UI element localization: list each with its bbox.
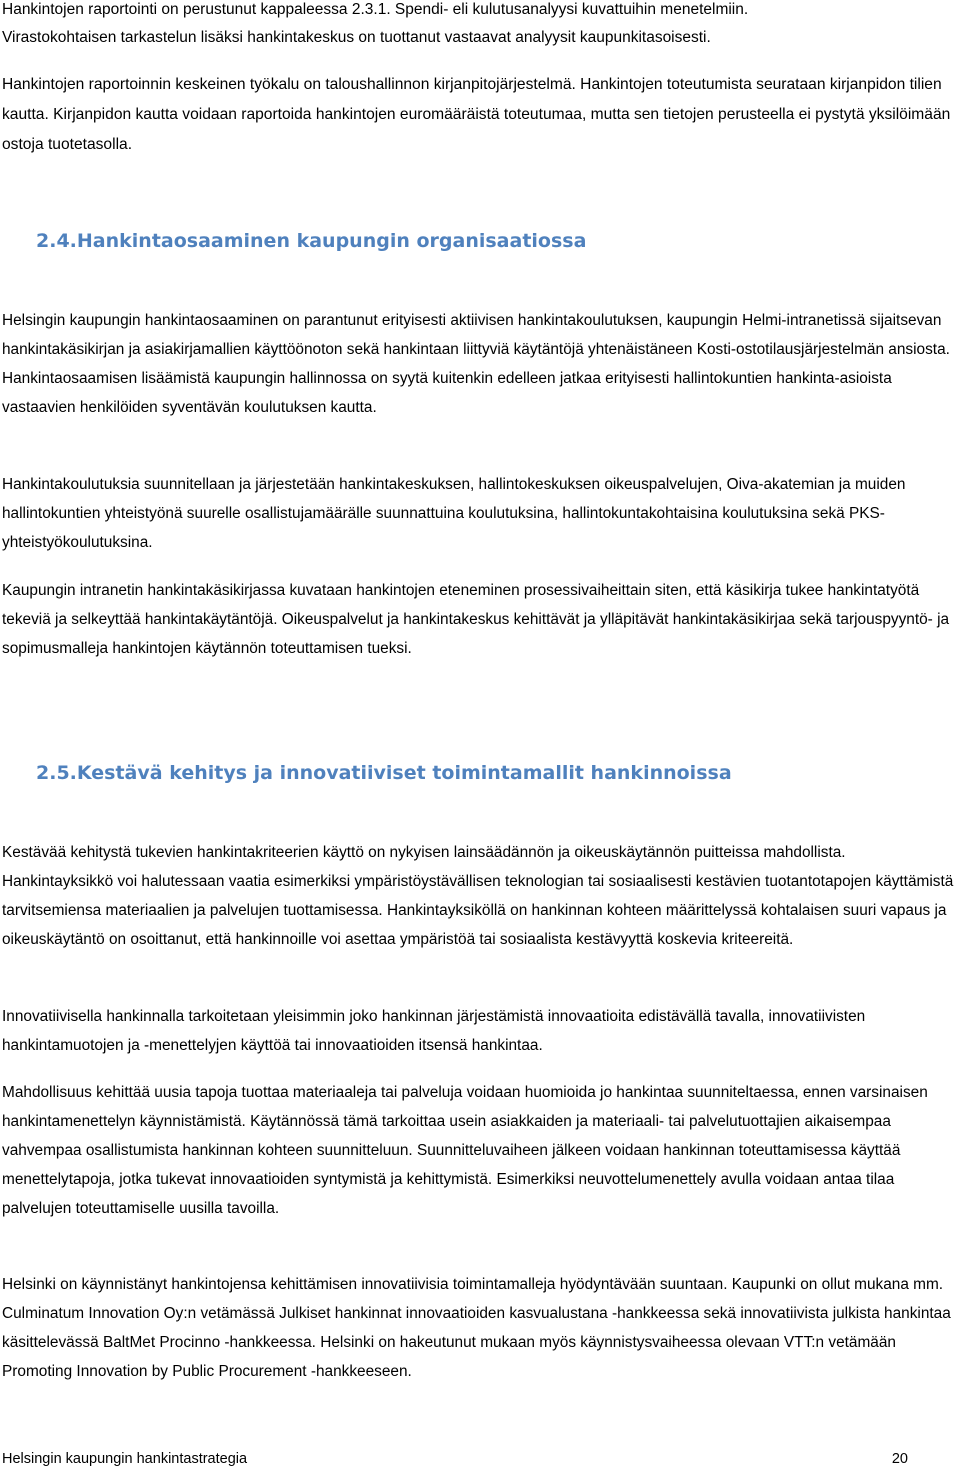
paragraph: Mahdollisuus kehittää uusia tapoja tuottaa materiaaleja tai palveluja voidaan huomioida jo hankintaa suunniteltaessa, ennen varsinaisen hankintamenettelyn käynnistämistä. Käytännössä tämä tarkoittaa usein asiakkaiden ja materiaali- tai palvelutuottajien aikaisempaa vahvempaa osallistumista hankinnan kohteen suunnitteluun. Suunnitteluvaiheen jälkeen voidaan hankinnan toteuttamisessa käyttää menettelytapoja, jotka tukevat innovaatioiden syntymistä ja kehittymistä. Esimerkiksi neuvottelumenettely avulla voidaan antaa tilaa palvelujen toteuttamiselle uusilla tavoilla. — [2, 1084, 928, 1217]
section-heading-2-4 — [36, 228, 586, 254]
footer-page-number: 20 — [891, 1451, 908, 1467]
section-title: Hankintaosaaminen kaupungin organisaatiossa — [76, 230, 587, 252]
paragraph: Helsingin kaupungin hankintaosaaminen on parantunut erityisesti aktiivisen hankintakoulutuksen, kaupungin Helmi-intranetissä sijaitsevan hankintakäsikirjan ja asiakirjamallien käyttöönoton sekä hankintaan liittyviä käytäntöjä yhtenäistäneen Kosti-ostotilausjärjestelmän ansiosta. Hankintaosaamisen lisäämistä kaupungin hallinnossa on syytä kuitenkin edelleen jatkaa erityisesti hallintokuntien hankinta-asioista vastaavien henkilöiden syventävän koulutuksen kautta. — [2, 312, 950, 416]
paragraph: Kestävää kehitystä tukevien hankintakriteerien käyttö on nykyisen lainsäädännön ja oikeuskäytännön puitteissa mahdollista. Hankintayksikkö voi halutessaan vaatia esimerkiksi ympäristöystävällisen teknologian tai sosiaalisesti kestävien tuotantotapojen käyttämistä tarvitsemiensa materiaalien ja palvelujen tuottamisessa. Hankintayksiköllä on hankinnan kohteen määrittelyssä kohtalaisen suuri vapaus ja oikeuskäytäntö on osoittanut, että hankinnoille voi asettaa ympäristöä tai sosiaalista kestävyyttä koskevia kriteereitä. — [2, 844, 954, 948]
paragraph: Helsinki on käynnistänyt hankintojensa kehittämisen innovatiivisia toimintamalleja hyödyntävään suuntaan. Kaupunki on ollut mukana mm. Culminatum Innovation Oy:n vetämässä Julkiset hankinnat innovaatioiden kasvualustana -hankkeessa sekä innovatiivista julkista hankintaa käsittelevässä BaltMet Procinno -hankkeessa. Helsinki on hakeutunut mukaan myös käynnistysvaiheessa olevaan VTT:n vetämään Promoting Innovation by Public Procurement -hankkeeseen. — [2, 1276, 951, 1380]
reporting-paragraph: Hankintojen raportoinnin keskeinen työkalu on taloushallinnon kirjanpitojärjestelmä. Hankintojen toteutumista seurataan kirjanpidon tilien kautta. Kirjanpidon kautta voidaan raportoida hankintojen euromääräistä toteutumaa, mutta sen tietojen perusteella ei pystytä yksilöimään ostoja tuotetasolla. — [2, 76, 951, 153]
paragraph: Hankintakoulutuksia suunnitellaan ja järjestetään hankintakeskuksen, hallintokeskuksen oikeuspalvelujen, Oiva-akatemian ja muiden hallintokuntien yhteistyönä suurelle osallistujamäärälle suunnattuina koulutuksina, hallintokuntakohtaisina koulutuksina sekä PKS-yhteistyökoulutuksina. — [2, 476, 906, 551]
footer-document-title: Helsingin kaupungin hankintastrategia — [2, 1451, 248, 1467]
section-number: 2.5. — [36, 762, 77, 784]
paragraph: Innovatiivisella hankinnalla tarkoitetaan yleisimmin joko hankinnan järjestämistä innovaatioita edistävällä tavalla, innovatiivisten hankintamuotojen ja -menettelyjen käyttöä tai innovaatioiden itsensä hankintaa. — [2, 1008, 866, 1054]
paragraph: Kaupungin intranetin hankintakäsikirjassa kuvataan hankintojen eteneminen prosessivaiheittain siten, että käsikirja tukee hankintatyötä tekeviä ja selkeyttää hankintakäytäntöjä. Oikeuspalvelut ja hankintakeskus kehittävät ja ylläpitävät hankintakäsikirjaa sekä tarjouspyyntö- ja sopimusmalleja hankintojen käytännön toteuttamisen tueksi. — [2, 582, 950, 657]
section-heading-2-5 — [36, 760, 732, 786]
intro-line-2: Virastokohtaisen tarkastelun lisäksi hankintakeskus on tuottanut vastaavat analyysit kaupunkitasoisesti. — [2, 29, 711, 46]
section-number: 2.4. — [36, 230, 77, 252]
intro-line-1: Hankintojen raportointi on perustunut kappaleessa 2.3.1. Spendi- eli kulutusanalyysi kuvattuihin menetelmiin. — [2, 1, 749, 18]
section-title: Kestävä kehitys ja innovatiiviset toimintamallit hankinnoissa — [76, 762, 732, 784]
